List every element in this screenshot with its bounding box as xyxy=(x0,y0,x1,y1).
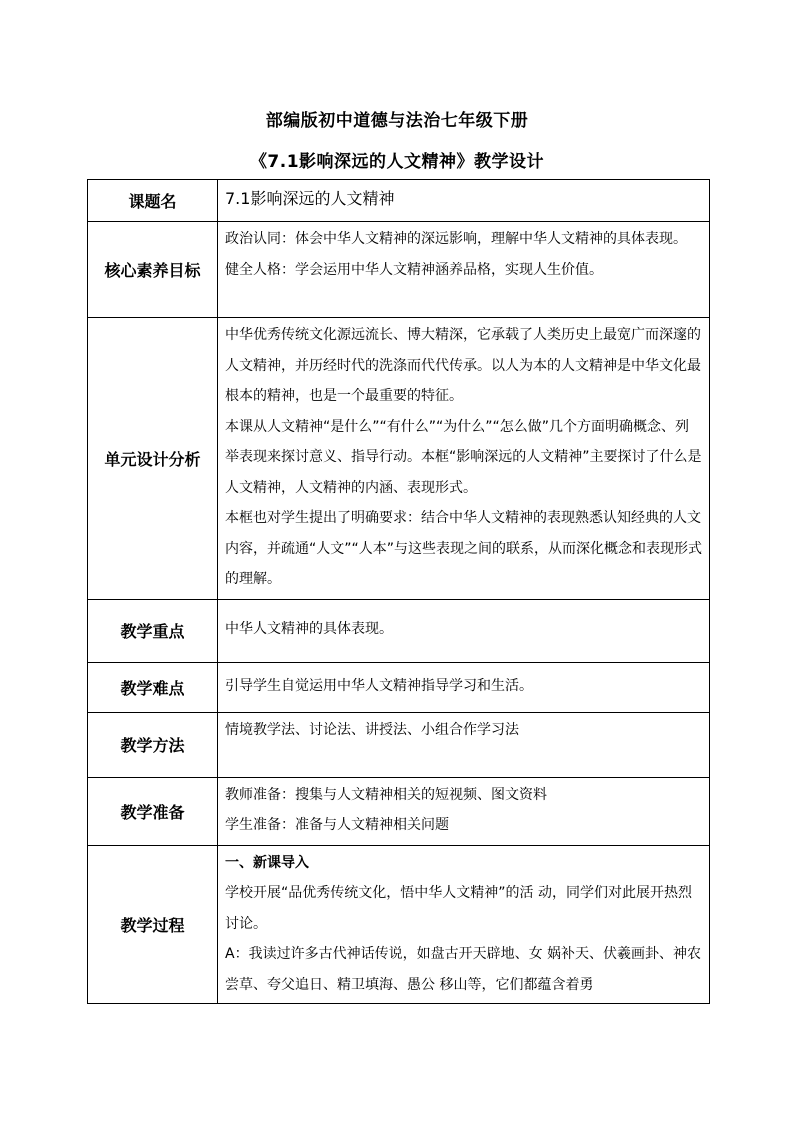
preparation-paragraph-1: 教师准备：搜集与人文精神相关的短视频、图文资料 xyxy=(225,786,547,803)
process-body xyxy=(225,878,703,996)
preparation-paragraph-2: 学生准备：准备与人文精神相关问题 xyxy=(225,817,449,833)
table-row-unit-analysis xyxy=(88,318,710,600)
row-value-process xyxy=(218,845,710,1003)
process-paragraph-1: 学校开展“品优秀传统文化，悟中华人文精神”的活 动，同学们对此展开热烈讨论。 xyxy=(225,885,692,932)
document-title: 部编版初中道德与法治七年级下册 xyxy=(265,111,529,131)
process-paragraph-2: A：我读过许多古代神话传说，如盘古开天辟地、女 娲补天、伏羲画卦、神农尝草、夸父追日、精卫填海、愚公 移山等，它们都蕴含着勇 xyxy=(225,946,702,993)
table-row-core-goals xyxy=(88,222,710,318)
row-label-methods: 教学方法 xyxy=(88,712,218,777)
row-label-preparation: 教学准备 xyxy=(88,777,218,845)
table-row-topic xyxy=(88,180,710,222)
core-goals-paragraph-1: 政治认同：体会中华人文精神的深远影响，理解中华人文精神的具体表现。 xyxy=(225,231,687,247)
row-value-key-point: 中华人文精神的具体表现。 xyxy=(218,599,710,662)
table-row-methods xyxy=(88,712,710,777)
unit-analysis-paragraph-3: 本框也对学生提出了明确要求：结合中华人文精神的表现熟悉认知经典的人文内容，并疏通“人文”“人本”与这些表现之间的联系，从而深化概念和表现形式的理解。 xyxy=(225,510,703,587)
table-row-preparation xyxy=(88,777,710,845)
row-label-unit-analysis: 单元设计分析 xyxy=(88,318,218,600)
core-goals-paragraph-2: 健全人格：学会运用中华人文精神涵养品格，实现人生价值。 xyxy=(225,261,603,278)
lesson-plan-table xyxy=(87,179,710,1004)
row-value-topic: 7.1影响深远的人文精神 xyxy=(218,180,710,222)
row-value-methods: 情境教学法、讨论法、讲授法、小组合作学习法 xyxy=(218,712,710,777)
row-label-key-point: 教学重点 xyxy=(88,599,218,662)
row-value-preparation xyxy=(218,777,710,845)
document-subtitle: 《7.1影响深远的人文精神》教学设计 xyxy=(249,152,545,172)
row-label-process: 教学过程 xyxy=(88,845,218,1003)
row-value-difficulty: 引导学生自觉运用中华人文精神指导学习和生活。 xyxy=(218,662,710,712)
row-value-unit-analysis xyxy=(218,318,710,600)
table-row-difficulty xyxy=(88,662,710,712)
unit-analysis-paragraph-1: 中华优秀传统文化源远流长、博大精深，它承载了人类历史上最宽广而深邃的人文精神，并历经时代的洗涤而代代传承。以人为本的人文精神是中华文化最根本的精神，也是一个最重要的特征。 xyxy=(225,327,701,404)
row-value-core-goals xyxy=(218,222,710,318)
row-label-difficulty: 教学难点 xyxy=(88,662,218,712)
process-heading: 一、新课导入 xyxy=(225,854,309,871)
row-label-topic: 课题名 xyxy=(88,180,218,222)
table-row-process xyxy=(88,845,710,1003)
unit-analysis-paragraph-2: 本课从人文精神“是什么”“有什么”“为什么”“怎么做”几个方面明确概念、列举表现来探讨意义、指导行动。本框“影响深远的人文精神”主要探讨了什么是人文精神，人文精神的内涵、表现形式。 xyxy=(225,418,702,496)
row-label-core-goals: 核心素养目标 xyxy=(88,222,218,318)
table-row-key-point xyxy=(88,599,710,662)
